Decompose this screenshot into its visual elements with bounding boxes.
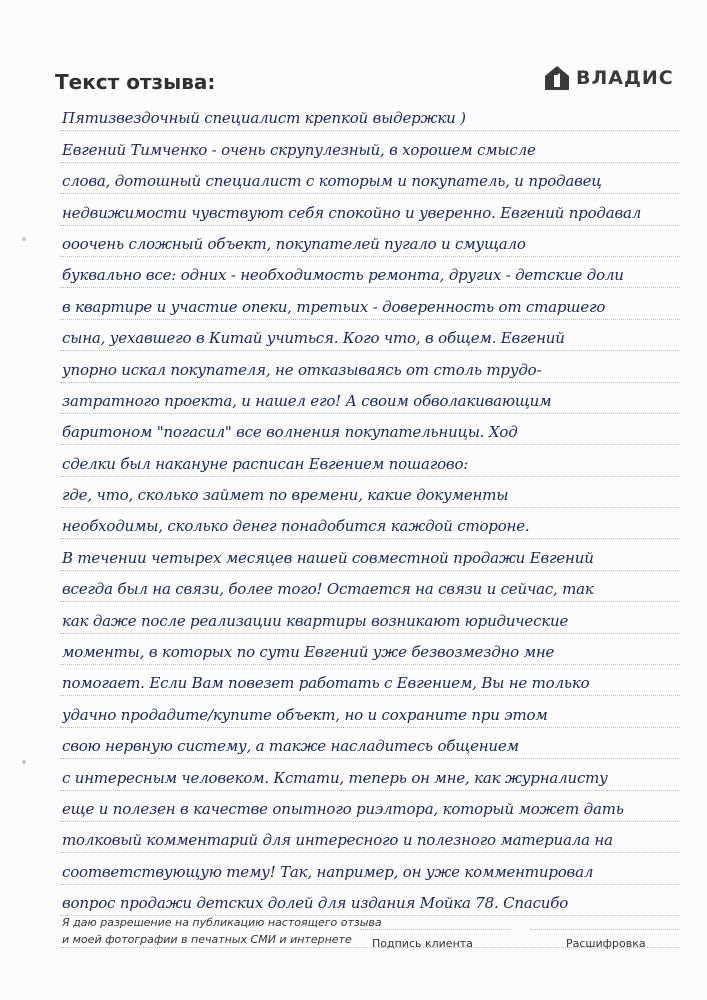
review-line [60,163,680,194]
punch-mark [22,760,26,764]
handwritten-text: моменты, в которых по сути Евгений уже безвозмездно мне [62,643,555,662]
handwritten-text: В течении четырех месяцев нашей совместной продажи Евгений [62,548,594,567]
handwritten-text: помогает. Если Вам повезет работать с Евгением, Вы не только [62,674,590,693]
review-line [60,131,680,162]
review-line [60,822,680,853]
handwritten-text: слова, дотошный специалист с которым и покупатель, и продавец [62,172,602,191]
handwritten-text: необходимы, сколько денег понадобится каждой стороне. [62,517,530,536]
review-line [60,539,680,570]
house-logo-icon [544,65,570,91]
handwritten-text: Пятизвездочный специалист крепкой выдержки ) [62,109,466,128]
punch-mark [22,237,26,241]
review-line [60,414,680,445]
handwritten-text: свою нервную систему, а также насладитесь общением [62,737,519,756]
handwritten-text: всегда был на связи, более того! Остается на связи и сейчас, так [62,580,594,599]
signature-field[interactable] [360,929,510,930]
review-line [60,791,680,822]
review-text-area [60,100,680,948]
consent-line: Я даю разрешение на публикацию настоящего отзыва [62,916,382,929]
handwritten-text: затратного проекта, и нашел его! А своим обволакивающим [62,391,552,410]
handwritten-text: сына, уехавшего в Китай учиться. Кого что, в общем. Евгений [62,329,565,348]
brand-logo [544,64,674,92]
handwritten-text: ооочень сложный объект, покупателей пугало и смущало [62,234,526,253]
handwritten-text: сделки был накануне расписан Евгением пошагово: [62,454,469,473]
review-line [60,257,680,288]
handwritten-text: вопрос продажи детских долей для издания Мойка 78. Спасибо [62,894,569,913]
consent-text [62,914,382,948]
review-line [60,885,680,916]
handwritten-text: буквально все: одних - необходимость ремонта, других - детские доли [62,266,624,285]
handwritten-text: еще и полезен в качестве опытного риэлтора, который может дать [62,799,624,818]
handwritten-text: где, что, сколько займет по времени, какие документы [62,486,509,505]
brand-name: ВЛАДИС [576,67,674,89]
handwritten-text: с интересным человеком. Кстати, теперь он мне, как журналисту [62,768,608,787]
handwritten-text: как даже после реализации квартиры возникают юридические [62,611,569,630]
decoding-field[interactable] [530,929,680,930]
review-line [60,759,680,790]
consent-line: и моей фотографии в печатных СМИ и интернете [62,933,352,946]
review-line [60,728,680,759]
review-line [60,508,680,539]
handwritten-text: в квартире и участие опеки, третьих - доверенность от старшего [62,297,606,316]
review-line [60,696,680,727]
review-line [60,665,680,696]
review-line [60,602,680,633]
review-line [60,383,680,414]
handwritten-text: удачно продадите/купите объект, но и сохраните при этом [62,705,548,724]
review-line [60,100,680,131]
handwritten-text: баритоном "погасил" все волнения покупательницы. Ход [62,423,518,442]
review-line [60,288,680,319]
review-line [60,320,680,351]
review-line [60,351,680,382]
handwritten-text: Евгений Тимченко - очень скрупулезный, в хорошем смысле [62,140,536,159]
handwritten-text: упорно искал покупателя, не отказываясь от столь трудо- [62,360,542,379]
review-line [60,853,680,884]
review-line [60,226,680,257]
form-title: Текст отзыва: [55,70,216,94]
review-line [60,571,680,602]
review-line [60,194,680,225]
review-line [60,477,680,508]
signature-label: Подпись клиента [372,937,473,950]
review-line [60,634,680,665]
decoding-label: Расшифровка [566,937,646,950]
handwritten-text: толковый комментарий для интересного и полезного материала на [62,831,613,850]
handwritten-text: соответствующую тему! Так, например, он уже комментировал [62,862,594,881]
handwritten-text: недвижимости чувствуют себя спокойно и уверенно. Евгений продавал [62,203,642,222]
review-line [60,445,680,476]
